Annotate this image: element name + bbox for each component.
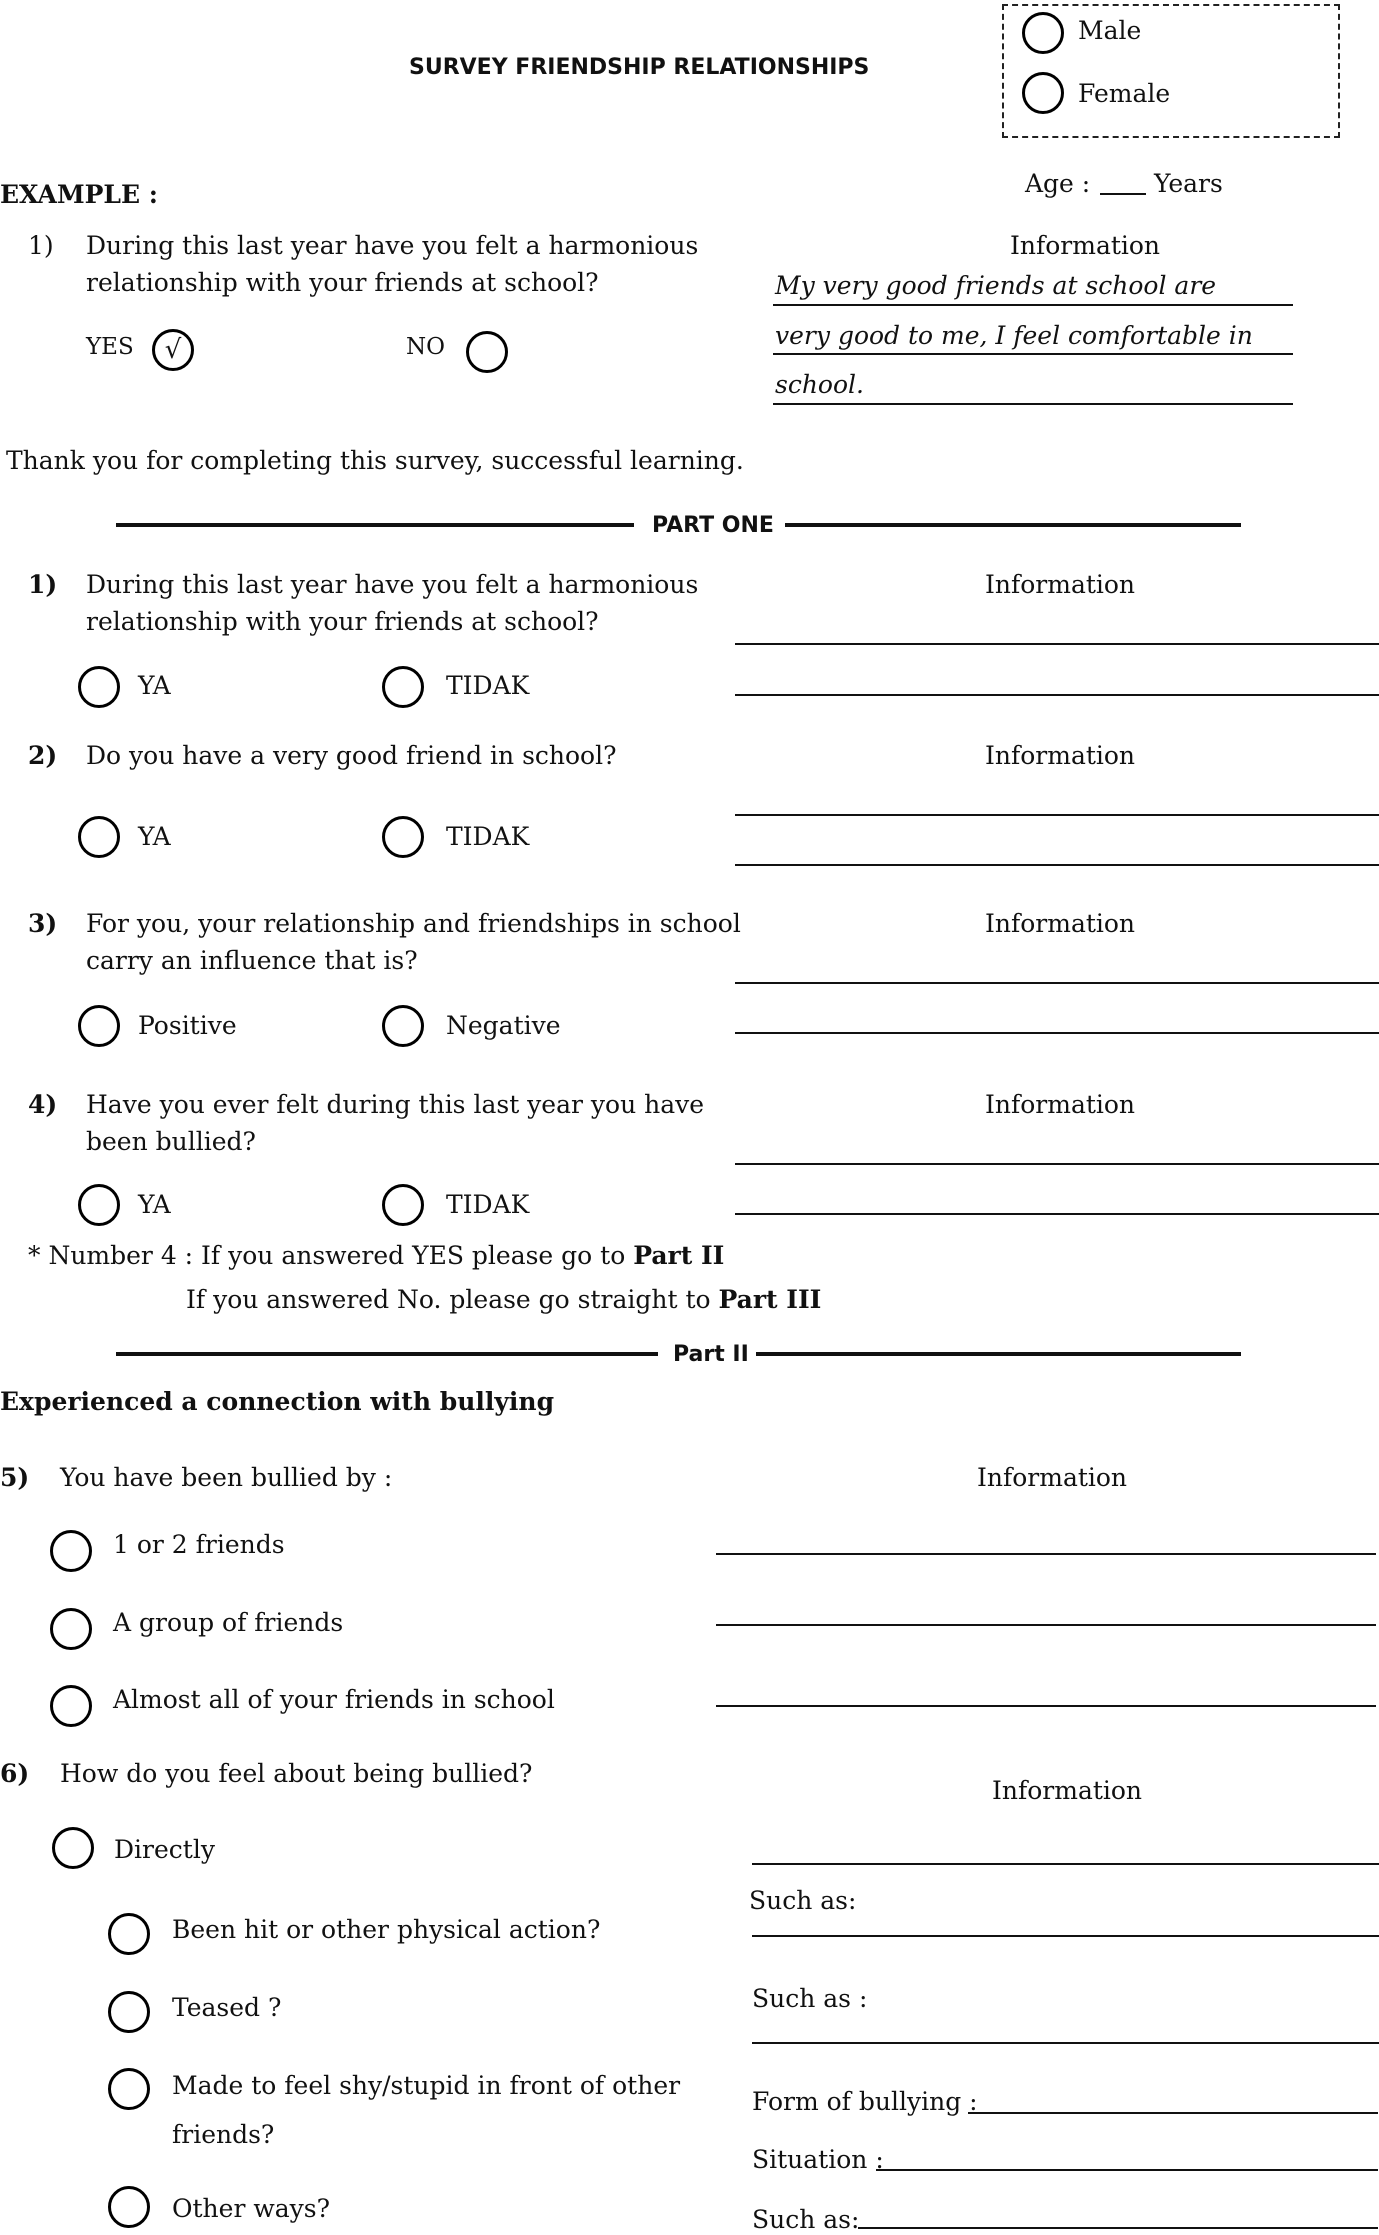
age-unit: Years	[1154, 169, 1223, 198]
example-no-label: NO	[406, 334, 445, 360]
part-one-rule-right	[785, 523, 1241, 527]
q1-info-label: Information	[985, 570, 1136, 599]
example-answer-line3: school.	[775, 370, 864, 399]
q3-line1: For you, your relationship and friendships in school	[86, 909, 741, 938]
part-two-heading: Part II	[673, 1342, 749, 1367]
check-mark-icon: √	[164, 335, 182, 365]
q6-number: 6)	[0, 1759, 30, 1788]
female-label: Female	[1078, 79, 1171, 108]
q5-option3-label: Almost all of your friends in school	[113, 1685, 555, 1714]
age-label: Age :	[1025, 169, 1091, 198]
routing-note-2: If you answered No. please go straight to Part III	[186, 1285, 822, 1314]
q6-info-field1[interactable]	[752, 1863, 1379, 1865]
q6-info-label: Information	[992, 1776, 1143, 1805]
male-label: Male	[1078, 16, 1142, 45]
q2-tidak-label: TIDAK	[446, 822, 530, 851]
q1-number: 1)	[28, 570, 58, 599]
example-answer-rule1	[773, 304, 1293, 306]
example-no-radio	[466, 331, 508, 373]
q2-ya-radio[interactable]	[78, 816, 120, 858]
q6-other-radio[interactable]	[108, 2186, 150, 2228]
part-two-rule-right	[756, 1352, 1241, 1356]
part-two-rule-left	[116, 1352, 658, 1356]
q3-negative-radio[interactable]	[382, 1005, 424, 1047]
q6-shy-label-line1: Made to feel shy/stupid in front of other	[172, 2071, 681, 2100]
survey-title: SURVEY FRIENDSHIP RELATIONSHIPS	[409, 55, 870, 80]
q6-hit-label: Been hit or other physical action?	[172, 1915, 601, 1944]
q5-info-field2[interactable]	[716, 1624, 1376, 1626]
q6-other-label: Other ways?	[172, 2194, 330, 2223]
q4-info-label: Information	[985, 1090, 1136, 1119]
q5-text: You have been bullied by :	[60, 1463, 393, 1492]
q5-number: 5)	[0, 1463, 30, 1492]
q6-such-as-2: Such as :	[752, 1984, 868, 2013]
age-field[interactable]	[1100, 193, 1146, 195]
q2-number: 2)	[28, 741, 58, 770]
example-answer-rule2	[773, 353, 1293, 355]
q6-such-as-field[interactable]	[858, 2227, 1378, 2229]
q3-number: 3)	[28, 909, 58, 938]
q4-ya-label: YA	[138, 1190, 171, 1219]
q6-shy-label-line2: friends?	[172, 2120, 275, 2149]
q6-situation-field[interactable]	[876, 2169, 1378, 2171]
q2-info-field2[interactable]	[735, 864, 1379, 866]
example-answer-rule3	[773, 403, 1293, 405]
q3-info-label: Information	[985, 909, 1136, 938]
routing-note-1: * Number 4 : If you answered YES please go to Part II	[28, 1241, 725, 1270]
q6-info-field2[interactable]	[752, 1935, 1379, 1937]
q5-option3-radio[interactable]	[50, 1685, 92, 1727]
example-number: 1)	[28, 231, 54, 260]
q1-tidak-label: TIDAK	[446, 671, 530, 700]
q6-directly-label: Directly	[114, 1835, 215, 1864]
part-one-rule-left	[116, 523, 634, 527]
q6-such-as-1: Such as:	[749, 1886, 857, 1915]
q1-line2: relationship with your friends at school?	[86, 607, 599, 636]
q4-line1: Have you ever felt during this last year you have	[86, 1090, 705, 1119]
q1-ya-label: YA	[138, 671, 171, 700]
example-heading: EXAMPLE :	[0, 180, 158, 209]
q2-line1: Do you have a very good friend in school?	[86, 741, 617, 770]
q5-option2-radio[interactable]	[50, 1608, 92, 1650]
q5-option1-label: 1 or 2 friends	[113, 1530, 285, 1559]
q2-info-field1[interactable]	[735, 814, 1379, 816]
q6-text: How do you feel about being bullied?	[60, 1759, 533, 1788]
q5-option1-radio[interactable]	[50, 1530, 92, 1572]
q4-ya-radio[interactable]	[78, 1184, 120, 1226]
q6-situation-label: Situation :	[752, 2145, 884, 2174]
routing-note-part-iii: Part III	[718, 1285, 822, 1314]
q6-form-field[interactable]	[968, 2112, 1378, 2114]
q3-line2: carry an influence that is?	[86, 946, 418, 975]
q5-info-label: Information	[977, 1463, 1128, 1492]
q4-info-field1[interactable]	[735, 1163, 1379, 1165]
q6-form-label: Form of bullying :	[752, 2087, 978, 2116]
routing-note-part-ii: Part II	[633, 1241, 725, 1270]
q2-info-label: Information	[985, 741, 1136, 770]
q5-option2-label: A group of friends	[113, 1608, 344, 1637]
q6-teased-label: Teased ?	[172, 1993, 282, 2022]
q4-line2: been bullied?	[86, 1127, 256, 1156]
q4-info-field2[interactable]	[735, 1213, 1379, 1215]
thanks-text: Thank you for completing this survey, successful learning.	[6, 446, 744, 475]
q4-tidak-radio[interactable]	[382, 1184, 424, 1226]
q2-ya-label: YA	[138, 822, 171, 851]
q6-directly-radio[interactable]	[52, 1827, 94, 1869]
female-radio[interactable]	[1022, 72, 1064, 114]
q3-positive-label: Positive	[138, 1011, 237, 1040]
example-answer-line1: My very good friends at school are	[775, 271, 1217, 300]
q5-info-field1[interactable]	[716, 1553, 1376, 1555]
q6-info-field3[interactable]	[752, 2042, 1379, 2044]
q4-number: 4)	[28, 1090, 58, 1119]
part-two-subheading: Experienced a connection with bullying	[0, 1387, 555, 1416]
q1-line1: During this last year have you felt a harmonious	[86, 570, 699, 599]
example-question-line1: During this last year have you felt a harmonious	[86, 231, 699, 260]
q6-teased-radio[interactable]	[108, 1991, 150, 2033]
q3-positive-radio[interactable]	[78, 1005, 120, 1047]
q5-info-field3[interactable]	[716, 1705, 1376, 1707]
male-radio[interactable]	[1022, 12, 1064, 54]
q1-info-field2[interactable]	[735, 694, 1379, 696]
example-info-label: Information	[1010, 231, 1161, 260]
q1-tidak-radio[interactable]	[382, 666, 424, 708]
part-one-heading: PART ONE	[652, 513, 774, 538]
example-answer-line2: very good to me, I feel comfortable in	[775, 321, 1253, 350]
q6-hit-radio[interactable]	[108, 1913, 150, 1955]
q6-shy-radio[interactable]	[108, 2068, 150, 2110]
q4-tidak-label: TIDAK	[446, 1190, 530, 1219]
q2-tidak-radio[interactable]	[382, 816, 424, 858]
q3-negative-label: Negative	[446, 1011, 561, 1040]
example-yes-label: YES	[86, 334, 134, 360]
q3-info-field1[interactable]	[735, 982, 1379, 984]
q1-ya-radio[interactable]	[78, 666, 120, 708]
q1-info-field1[interactable]	[735, 643, 1379, 645]
q3-info-field2[interactable]	[735, 1032, 1379, 1034]
example-question-line2: relationship with your friends at school?	[86, 268, 599, 297]
q6-such-as-3: Such as:	[752, 2205, 860, 2234]
